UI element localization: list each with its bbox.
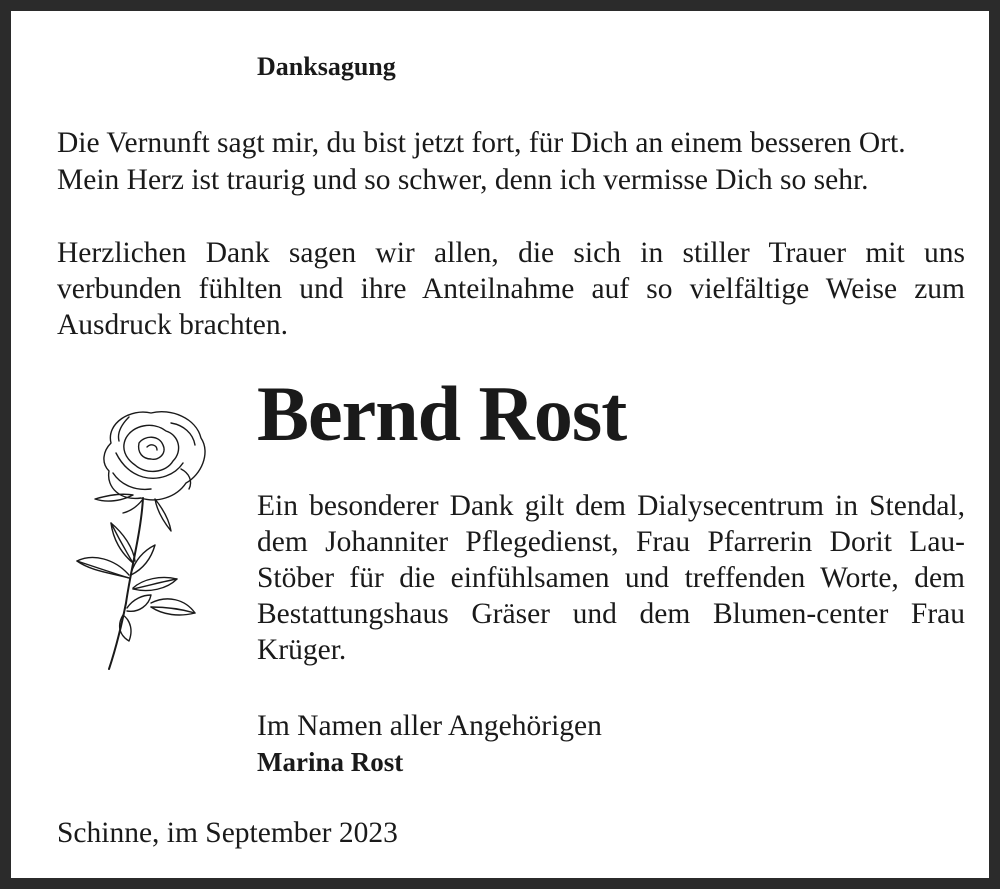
on-behalf-line: Im Namen aller Angehörigen — [257, 710, 602, 742]
verse-line-1: Die Vernunft sagt mir, du bist jetzt fort, für Dich an einem besseren Ort. — [57, 127, 906, 159]
special-thanks-paragraph: Ein besonderer Dank gilt dem Dialysecentrum in Stendal, dem Johanniter Pflegedienst, Frau Pfarrerin Dorit Lau-Stöber für die einfühlsamen und treffenden Worte, dem Bestattungshaus Gräser und dem Blumen-center Frau Krüger. — [257, 490, 965, 666]
notice-heading: Danksagung — [257, 52, 396, 81]
deceased-name: Bernd Rost — [257, 370, 627, 457]
signer-name: Marina Rost — [257, 747, 404, 777]
verse — [57, 125, 906, 199]
verse-line-2: Mein Herz ist traurig und so schwer, denn ich vermisse Dich so sehr. — [57, 164, 869, 196]
rose-drawing-icon — [71, 403, 221, 673]
place-date: Schinne, im September 2023 — [57, 817, 398, 849]
thanks-paragraph: Herzlichen Dank sagen wir allen, die sich in stiller Trauer mit uns verbunden fühlten und ihre Anteilnahme auf so vielfältige Weise zum Ausdruck brachten. — [57, 237, 965, 341]
